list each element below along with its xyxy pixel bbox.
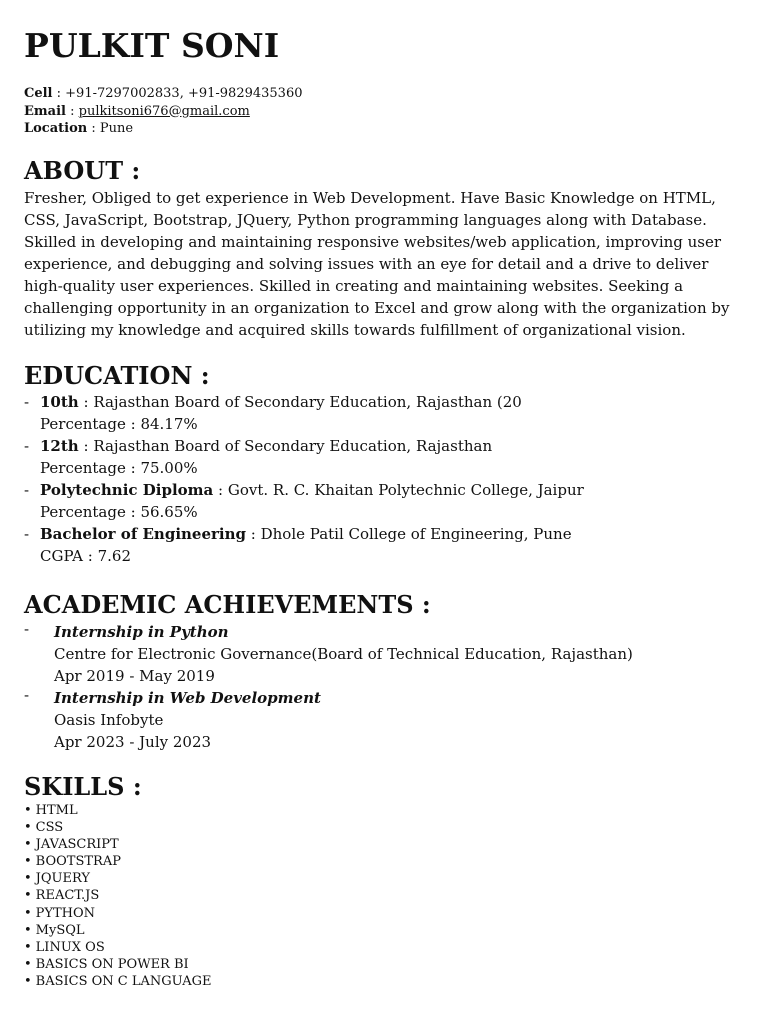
education-institution: Rajasthan Board of Secondary Education, Rajasthan: [93, 437, 493, 455]
skill-item: [24, 836, 211, 853]
achievement-org: Centre for Electronic Governance(Board of Technical Education, Rajasthan): [54, 645, 633, 663]
education-institution: Govt. R. C. Khaitan Polytechnic College, Jaipur: [227, 481, 584, 499]
skill-name: BOOTSTRAP: [35, 854, 121, 870]
skill-name: CSS: [35, 820, 64, 836]
education-score: Percentage : 84.17%: [40, 415, 198, 433]
bullet-icon: •: [24, 956, 32, 972]
skill-item: [24, 939, 211, 956]
achievement-item: [24, 687, 633, 753]
education-degree: Bachelor of Engineering: [40, 525, 247, 543]
location-label: Location: [24, 121, 88, 136]
skill-name: LINUX OS: [35, 939, 105, 955]
education-list: [24, 391, 584, 567]
location-value: Pune: [99, 121, 134, 136]
dash-marker: -: [24, 437, 30, 455]
education-line: 10th : Rajasthan Board of Secondary Education, Rajasthan (20: [40, 393, 522, 411]
education-degree: Polytechnic Diploma: [40, 481, 214, 499]
skill-name: BASICS ON C LANGUAGE: [35, 973, 212, 989]
skills-list: [24, 802, 211, 990]
education-degree: 12th: [40, 437, 79, 455]
achievement-item: [24, 621, 633, 687]
candidate-name: PULKIT SONI: [24, 26, 280, 65]
skill-item: [24, 870, 211, 887]
bullet-icon: •: [24, 888, 32, 904]
bullet-icon: •: [24, 820, 32, 836]
bullet-icon: •: [24, 854, 32, 870]
cell-value: +91-7297002833, +91-9829435360: [65, 86, 303, 101]
bullet-icon: •: [24, 922, 32, 938]
education-line: Bachelor of Engineering : Dhole Patil College of Engineering, Pune: [40, 525, 572, 543]
contact-cell-row: Cell : +91-7297002833, +91-9829435360: [24, 86, 303, 101]
education-line: Polytechnic Diploma : Govt. R. C. Khaitan Polytechnic College, Jaipur: [40, 481, 584, 499]
skill-name: PYTHON: [35, 905, 96, 921]
bullet-icon: •: [24, 939, 32, 955]
email-link[interactable]: pulkitsoni676@gmail.com: [78, 103, 250, 119]
skill-item: [24, 853, 211, 870]
bullet-icon: •: [24, 837, 32, 853]
about-paragraph: Fresher, Obliged to get experience in Web Development. Have Basic Knowledge on HTML, CSS, JavaScript, Bootstrap, JQuery, Python programming languages along with Database. Skilled in developing and maintaining responsive websites/web application, improving user experience, and debugging and solving issues with an eye for detail and a drive to deliver high-quality user experiences. Skilled in creating and maintaining websites. Seeking a challenging opportunity in an organization to Excel and grow along with the organization by utilizing my knowledge and acquired skills towards fulfillment of organizational vision.: [24, 189, 730, 339]
education-item: [24, 479, 584, 523]
skill-name: HTML: [35, 803, 78, 818]
achievements-list: [24, 621, 633, 753]
skill-item: [24, 819, 211, 836]
education-line: 12th : Rajasthan Board of Secondary Education, Rajasthan: [40, 437, 493, 455]
achievement-org: Oasis Infobyte: [54, 711, 164, 729]
skill-name: MySQL: [35, 922, 85, 938]
education-item: [24, 523, 584, 567]
bullet-icon: •: [24, 973, 32, 989]
cell-label: Cell: [24, 86, 53, 101]
education-score: Percentage : 56.65%: [40, 503, 198, 521]
bullet-icon: •: [24, 905, 32, 921]
skill-name: JQUERY: [35, 871, 90, 887]
dash-marker: -: [24, 393, 30, 411]
achievement-period: Apr 2023 - July 2023: [54, 733, 212, 751]
skill-item: [24, 922, 211, 939]
skill-name: JAVASCRIPT: [35, 837, 119, 853]
email-label: Email: [24, 103, 66, 119]
skill-item: [24, 956, 211, 973]
education-item: [24, 435, 584, 479]
education-degree: 10th: [40, 393, 79, 411]
dash-marker: -: [24, 620, 30, 638]
education-score: CGPA : 7.62: [40, 547, 131, 565]
about-heading: ABOUT :: [24, 156, 141, 185]
skills-heading: SKILLS :: [24, 772, 142, 801]
dash-marker: -: [24, 481, 30, 499]
education-institution: Dhole Patil College of Engineering, Pune: [260, 525, 572, 543]
skill-item: [24, 973, 211, 990]
achievements-heading: ACADEMIC ACHIEVEMENTS :: [24, 590, 431, 619]
education-item: [24, 391, 584, 435]
bullet-icon: •: [24, 871, 32, 887]
education-score: Percentage : 75.00%: [40, 459, 198, 477]
achievement-period: Apr 2019 - May 2019: [54, 667, 215, 685]
skill-item: [24, 802, 211, 819]
education-institution: Rajasthan Board of Secondary Education, Rajasthan (20: [93, 393, 522, 411]
contact-email-row: Email : pulkitsoni676@gmail.com: [24, 103, 250, 119]
education-heading: EDUCATION :: [24, 361, 210, 390]
skill-item: [24, 887, 211, 904]
achievement-title: Internship in Web Development: [54, 689, 321, 707]
contact-location-row: Location : Pune: [24, 121, 134, 136]
skill-name: BASICS ON POWER BI: [35, 956, 189, 972]
contact-block: [24, 85, 303, 138]
skill-name: REACT.JS: [35, 888, 100, 904]
dash-marker: -: [24, 686, 30, 704]
dash-marker: -: [24, 525, 30, 543]
skill-item: [24, 905, 211, 922]
bullet-icon: •: [24, 803, 32, 818]
achievement-title: Internship in Python: [54, 623, 229, 641]
